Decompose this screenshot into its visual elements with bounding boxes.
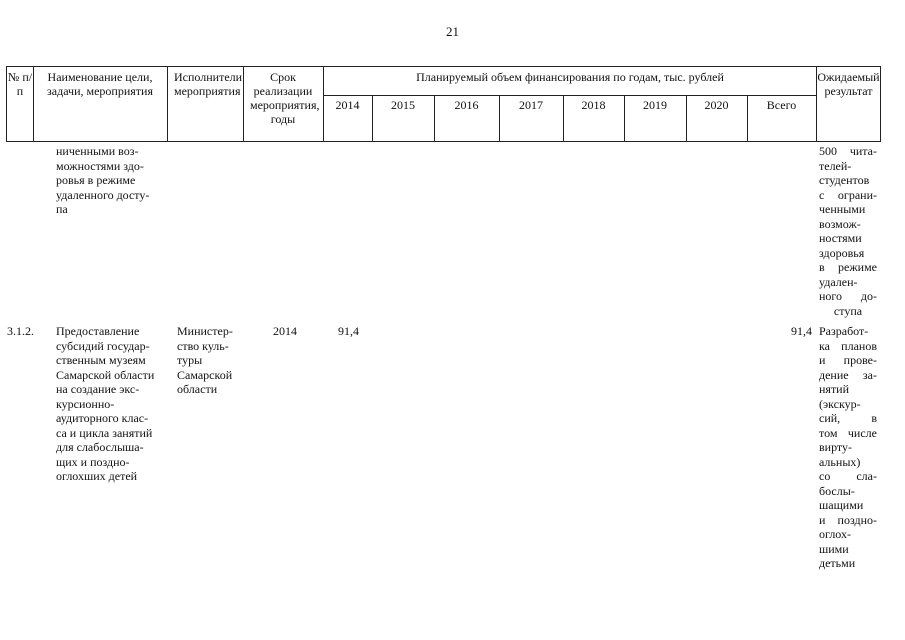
row-3-1-2-term: 2014: [273, 324, 297, 338]
row-3-1-2-name-line: са и цикла занятий: [56, 425, 153, 440]
row-continued-result-line: телей-: [819, 158, 852, 173]
header-year-2018: 2018: [581, 98, 606, 112]
row-3-1-2-result-line: нятий: [819, 382, 850, 396]
col-border-name: [167, 66, 168, 142]
row-3-1-2-result-line: бослы-: [819, 483, 855, 498]
row-3-1-2-result-line: шащими: [819, 498, 864, 512]
row-3-1-2-result-line: дение за-: [819, 367, 877, 382]
row-3-1-2-result-line: ка планов: [819, 338, 877, 353]
header-year-2020: 2020: [704, 98, 729, 112]
row-continued-result-line: в режиме: [819, 260, 877, 274]
row-3-1-2-name-line: курсионно-: [56, 396, 115, 411]
header-name: Наименование цели, задачи, мероприятия: [47, 70, 153, 98]
header-year-2019: 2019: [643, 98, 667, 112]
page-number: 21: [446, 24, 459, 39]
row-3-1-2-name-line: оглохших детей: [56, 469, 138, 483]
row-3-1-2-result-line: том числе: [819, 425, 877, 440]
row-3-1-2-result-line: шими: [819, 541, 849, 556]
row-3-1-2-executor-line: Самарской: [177, 367, 233, 382]
header-bottom-border: [6, 141, 881, 142]
header-executor: Исполнители мероприятия: [174, 70, 243, 98]
header-year-2015: 2015: [391, 98, 415, 112]
row-3-1-2-result-line: оглох-: [819, 527, 851, 541]
row-3-1-2-num: 3.1.2.: [7, 324, 34, 338]
row-continued-result-line: возмож-: [819, 216, 861, 231]
header-total: Всего: [766, 98, 797, 112]
header-year-2014: 2014: [335, 98, 360, 112]
row-continued-result-line: студентов: [819, 173, 870, 187]
header-term: Срок реализации мероприятия, годы: [250, 70, 320, 126]
row-3-1-2-total: 91,4: [791, 324, 812, 338]
row-continued-result-line: здоровья: [819, 245, 865, 260]
row-3-1-2-result-line: вирту-: [819, 440, 853, 454]
row-continued-name-line: ровья в режиме: [56, 173, 136, 187]
row-3-1-2-result-line: (экскур-: [819, 396, 861, 411]
row-continued-name-line: можностями здо-: [56, 158, 144, 173]
row-3-1-2-executor-line: Министер-: [177, 324, 233, 338]
row-3-1-2-result-line: альных): [819, 454, 861, 469]
header-result: Ожидаемый результат: [817, 70, 880, 98]
row-continued-result-line: ного до-: [819, 289, 877, 303]
row-3-1-2-name-line: щих и поздно-: [56, 454, 130, 469]
row-continued-name: [56, 144, 168, 217]
row-3-1-2-name-line: аудиторного клас-: [56, 411, 149, 425]
row-3-1-2-name-line: для слабослыша-: [56, 440, 144, 454]
row-continued-result-line: ступа: [833, 303, 863, 318]
header-num: № п/п: [7, 70, 33, 98]
col-border-num: [33, 66, 34, 142]
row-3-1-2-2014: 91,4: [338, 324, 359, 338]
row-3-1-2-name: [56, 324, 168, 484]
row-3-1-2-result-line: и прове-: [819, 353, 877, 367]
years-row-border: [323, 95, 817, 96]
row-3-1-2-name-line: Самарской области: [56, 367, 155, 382]
row-continued-result-line: ностями: [819, 231, 862, 245]
row-3-1-2-name-line: Предоставление: [56, 324, 140, 338]
row-3-1-2-name-line: субсидий государ-: [56, 338, 150, 353]
row-3-1-2-result: [819, 324, 877, 571]
row-3-1-2-executor: [177, 324, 243, 397]
row-3-1-2-executor-line: туры: [177, 353, 203, 367]
row-3-1-2-result-line: сий, в: [819, 411, 877, 425]
row-continued-result-line: 500 чита-: [819, 144, 877, 158]
table-top-border: [6, 66, 881, 67]
row-continued-name-line: удаленного досту-: [56, 187, 150, 202]
row-3-1-2-name-line: ственным музеям: [56, 353, 146, 367]
row-3-1-2-name-line: на создание экс-: [56, 382, 140, 396]
row-continued-result-line: ченными: [819, 202, 866, 216]
col-border-executor: [243, 66, 244, 142]
row-3-1-2-result-line: со сла-: [819, 469, 877, 483]
col-border-right: [880, 66, 881, 142]
row-continued-result-line: удален-: [819, 274, 858, 289]
row-3-1-2-result-line: Разработ-: [819, 324, 869, 338]
row-continued-name-line: па: [56, 202, 68, 216]
header-funding: Планируемый объем финансирования по годам, тыс. рублей: [416, 70, 724, 84]
row-3-1-2-executor-line: ство куль-: [177, 338, 229, 353]
header-year-2016: 2016: [454, 98, 479, 112]
row-3-1-2-result-line: детьми: [819, 556, 856, 570]
row-continued-result: [819, 144, 877, 318]
row-3-1-2-result-line: и поздно-: [819, 512, 877, 527]
row-3-1-2-executor-line: области: [177, 382, 218, 396]
row-continued-result-line: с ограни-: [819, 187, 877, 202]
header-year-2017: 2017: [519, 98, 543, 112]
row-continued-name-line: ниченными воз-: [56, 144, 139, 158]
